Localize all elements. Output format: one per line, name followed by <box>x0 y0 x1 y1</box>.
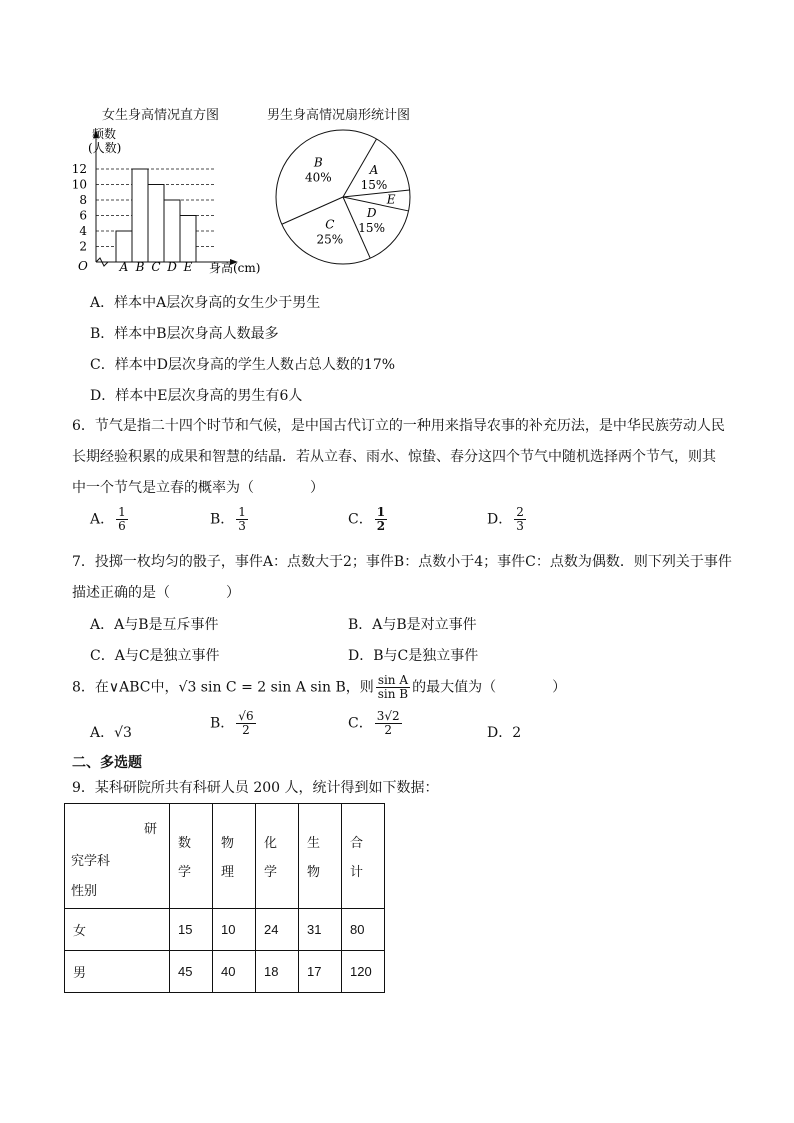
histogram-y-tick-labels <box>72 162 88 254</box>
y-tick-label: 2 <box>79 239 87 254</box>
q9-stem: 9．某科研院所共有科研人员 200 人，统计得到如下数据： <box>72 780 439 796</box>
q6-option-a-label: A． <box>90 511 115 528</box>
pie-chart-title: 男生身高情况扇形统计图 <box>267 108 411 123</box>
x-tick-label-C: C <box>151 260 161 274</box>
section-heading: 二、多选题 <box>72 755 142 771</box>
bar-A <box>116 231 132 262</box>
q6-option-b-fraction: $\frac{1}{3}$ <box>238 505 246 533</box>
y-tick-label: 4 <box>79 224 87 238</box>
table-cell: 120 <box>342 951 385 993</box>
q7-option-a: A．A与B是互斥事件 <box>90 617 219 633</box>
histogram-ylabel-line2: (人数) <box>88 141 122 155</box>
q6-option-a-fraction: $\frac{1}{6}$ <box>118 505 126 533</box>
q6-option-c-fraction: $\frac{1}{2}$ <box>376 505 386 533</box>
slice-percent-A: 15% <box>360 177 388 192</box>
row-label: 男 <box>65 951 170 993</box>
histogram-xlabel: 身高(cm) <box>209 261 261 275</box>
q8-stem-prefix: 8．在∨ABC中，√3 sin C = 2 sin A sin B，则 <box>72 679 374 696</box>
q5-option-a: A．样本中A层次身高的女生少于男生 <box>90 295 321 311</box>
table-row <box>65 951 385 993</box>
table-corner-cell <box>65 804 170 909</box>
q8-option-c-fraction: $\frac{3√2}{2}$ <box>376 709 400 737</box>
x-tick-label-A: A <box>119 260 129 274</box>
histogram-ylabel-line1: 频数 <box>92 127 117 141</box>
q6-option-a <box>90 506 130 533</box>
q5-option-c: C．样本中D层次身高的学生人数占总人数的17% <box>90 357 396 373</box>
q6-line1: 6．节气是指二十四个时节和气候，是中国古代订立的一种用来指导农事的补充历法，是中华民族劳动人民 <box>72 418 725 434</box>
q5-option-b: B．样本中B层次身高人数最多 <box>90 326 279 342</box>
q6-option-d-fraction: $\frac{2}{3}$ <box>516 505 524 533</box>
x-tick-label-D: D <box>167 260 177 274</box>
q7-line2: 描述正确的是（ ） <box>72 585 240 601</box>
bar-B <box>132 169 148 262</box>
corner-bottom-text: 性别 <box>71 883 98 898</box>
q6-option-c <box>348 506 389 533</box>
table-row <box>65 909 385 951</box>
q7-option-c: C．A与C是独立事件 <box>90 648 220 664</box>
y-tick-label: 10 <box>71 177 87 192</box>
table-cell: 45 <box>170 951 213 993</box>
pie-chart <box>272 124 414 270</box>
table-header-cell: 生 物 <box>299 804 342 909</box>
slice-label-A: A <box>369 162 379 177</box>
corner-top-text: 研 <box>143 821 157 836</box>
slice-percent-D: 15% <box>358 221 385 236</box>
histogram-chart <box>70 124 270 276</box>
table-cell: 17 <box>299 951 342 993</box>
table-cell: 40 <box>213 951 256 993</box>
row-label: 女 <box>65 909 170 951</box>
table-cell: 80 <box>342 909 385 951</box>
q8-option-c-label: C． <box>348 715 373 732</box>
bar-E <box>180 216 196 263</box>
slice-percent-B: 40% <box>305 170 332 185</box>
q8-stem <box>72 674 566 701</box>
table-header-cell: 化 学 <box>256 804 299 909</box>
table-cell: 15 <box>170 909 213 951</box>
q8-option-c <box>348 710 404 737</box>
q6-line2: 长期经验积累的成果和智慧的结晶．若从立春、雨水、惊蛰、春分这四个节气中随机选择两个节气，则其 <box>72 449 716 465</box>
q8-option-b <box>210 710 258 737</box>
y-tick-label: 12 <box>71 162 87 176</box>
x-tick-label-E: E <box>183 260 193 274</box>
q6-option-d <box>487 506 528 533</box>
corner-mid-text: 究学科 <box>71 853 111 868</box>
bar-D <box>164 200 180 262</box>
slice-percent-C: 25% <box>316 232 344 247</box>
y-tick-label: 6 <box>79 208 87 223</box>
bar-C <box>148 185 164 263</box>
table-header-cell: 合 计 <box>342 804 385 909</box>
table-header-row <box>65 804 385 909</box>
table-header-cell: 物 理 <box>213 804 256 909</box>
q8-stem-suffix: 的最大值为（ ） <box>412 679 567 696</box>
q6-option-b <box>210 506 250 533</box>
q5-option-d: D．样本中E层次身高的男生有6人 <box>90 388 303 404</box>
q8-option-a: A．√3 <box>90 725 132 741</box>
slice-label-B: B <box>313 155 323 170</box>
q7-line1: 7．投掷一枚均匀的骰子，事件A：点数大于2；事件B：点数小于4；事件C：点数为偶数．则下列关于事件 <box>72 554 732 570</box>
q6-option-b-label: B． <box>210 511 235 528</box>
slice-label-E: E <box>386 192 396 207</box>
x-tick-label-B: B <box>135 260 145 274</box>
q6-line3: 中一个节气是立春的概率为（ ） <box>72 480 324 496</box>
q6-option-d-label: D． <box>487 511 513 528</box>
slice-label-D: D <box>366 206 377 221</box>
q6-option-c-label: C． <box>348 511 373 528</box>
q8-option-d: D．2 <box>487 725 522 741</box>
table-cell: 31 <box>299 909 342 951</box>
q9-data-table <box>64 803 385 993</box>
q7-option-b: B．A与B是对立事件 <box>348 617 477 633</box>
slice-label-C: C <box>325 217 335 232</box>
q8-option-b-fraction: $\frac{√6}{2}$ <box>238 709 254 737</box>
table-header-cell: 数 学 <box>170 804 213 909</box>
q8-fraction: $\frac{\text{sin A}}{\text{sin B}}$ <box>377 673 409 701</box>
table-cell: 18 <box>256 951 299 993</box>
q8-option-b-label: B． <box>210 715 235 732</box>
histogram-origin-label: O <box>78 259 88 273</box>
table-cell: 24 <box>256 909 299 951</box>
y-tick-label: 8 <box>79 193 87 207</box>
histogram-title: 女生身高情况直方图 <box>102 108 220 123</box>
q7-option-d: D．B与C是独立事件 <box>348 648 479 664</box>
table-cell: 10 <box>213 909 256 951</box>
